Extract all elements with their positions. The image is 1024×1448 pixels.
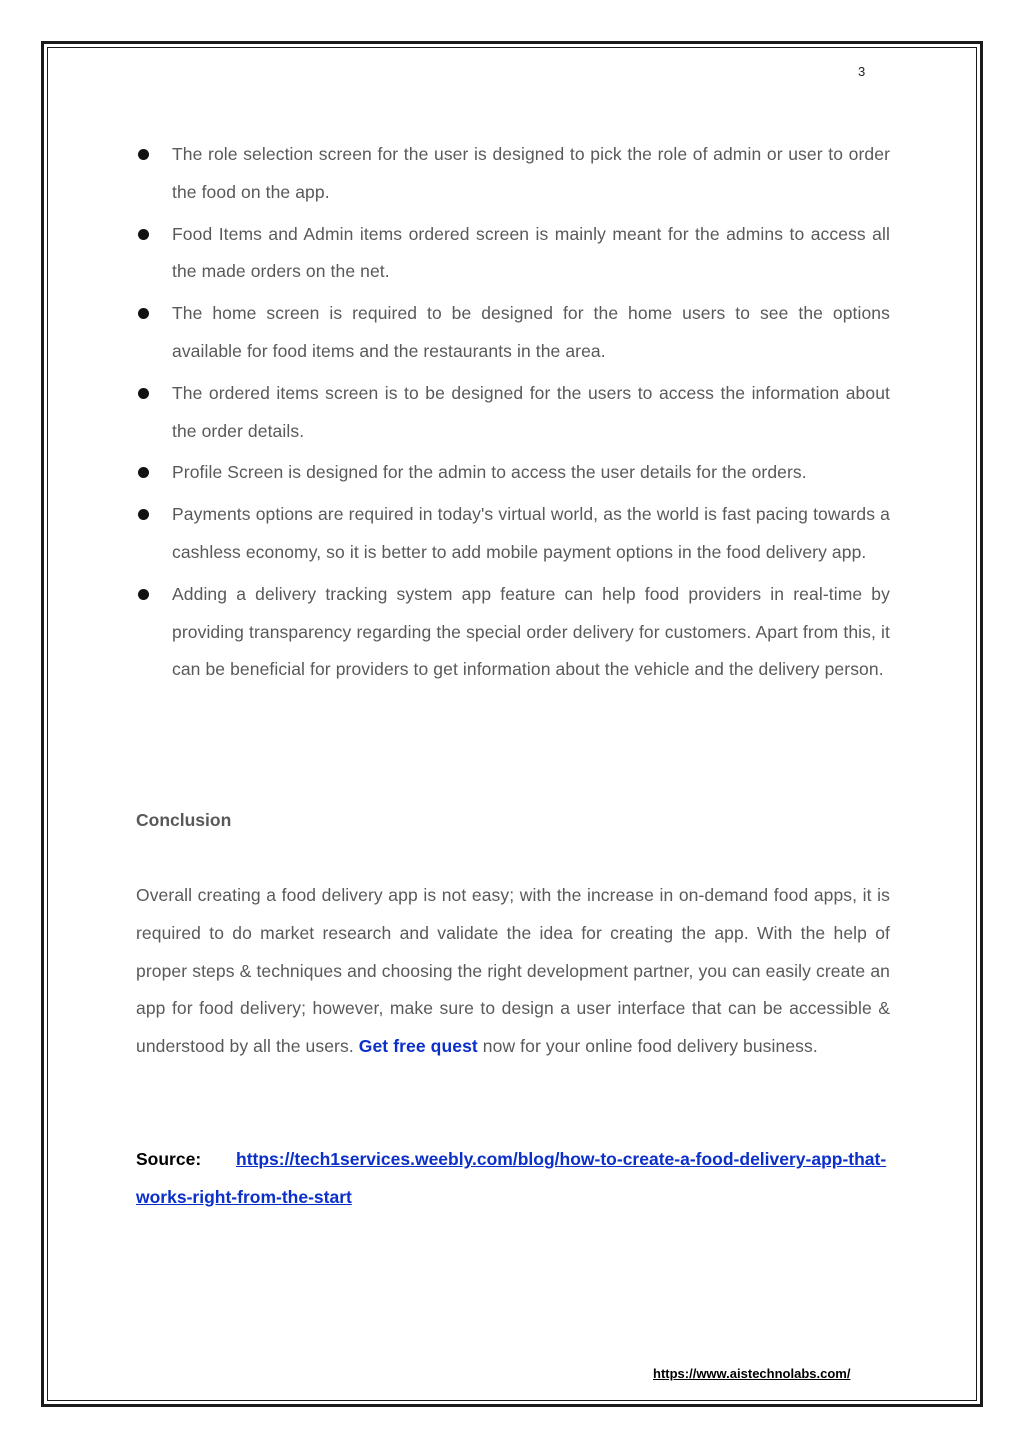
bullet-text: Payments options are required in today's virtual world, as the world is fast pacing towards a cashless economy, so it is better to add mobile payment options in the food delivery app. bbox=[172, 504, 890, 562]
list-item bbox=[136, 216, 890, 292]
list-item bbox=[136, 136, 890, 212]
bullet-dot-icon bbox=[138, 149, 149, 160]
source-line bbox=[136, 1141, 892, 1217]
bullet-dot-icon bbox=[138, 589, 149, 600]
bullet-text: Adding a delivery tracking system app feature can help food providers in real-time by providing transparency regarding the special order delivery for customers. Apart from this, it can be beneficial for providers to get information about the vehicle and the delivery person. bbox=[172, 583, 890, 680]
bullet-dot-icon bbox=[138, 467, 149, 478]
get-free-quest-link[interactable]: Get free quest bbox=[358, 1036, 478, 1057]
bullet-text: Profile Screen is designed for the admin to access the user details for the orders. bbox=[172, 462, 807, 483]
conclusion-paragraph bbox=[136, 877, 890, 1066]
conclusion-text: Overall creating a food delivery app is not easy; with the increase in on-demand food apps, it is required to do market research and validate the idea for creating the app. With the help of proper steps & techniques and choosing the right development partner, you can easily create an app for food delivery; however, make sure to design a user interface that can be accessible & understood by all the users. bbox=[136, 885, 890, 1057]
footer-website-link[interactable]: https://www.aistechnolabs.com/ bbox=[653, 1366, 851, 1381]
bullet-text: The role selection screen for the user is designed to pick the role of admin or user to order the food on the app. bbox=[172, 144, 890, 202]
bullet-dot-icon bbox=[138, 229, 149, 240]
bullet-dot-icon bbox=[138, 509, 149, 520]
bullet-dot-icon bbox=[138, 388, 149, 399]
conclusion-text-end: now for your online food delivery business. bbox=[477, 1036, 818, 1057]
list-item bbox=[136, 496, 890, 572]
page-number: 3 bbox=[858, 64, 866, 79]
list-item bbox=[136, 375, 890, 451]
feature-bullet-list bbox=[136, 136, 890, 693]
list-item bbox=[136, 295, 890, 371]
source-url-link[interactable]: https://tech1services.weebly.com/blog/how-to-create-a-food-delivery-app-that-works-right-from-the-start bbox=[136, 1149, 887, 1207]
conclusion-heading: Conclusion bbox=[136, 810, 232, 830]
bullet-text: The ordered items screen is to be designed for the users to access the information about the order details. bbox=[172, 382, 890, 441]
list-item bbox=[136, 576, 890, 689]
bullet-text: Food Items and Admin items ordered screen is mainly meant for the admins to access all the made orders on the net. bbox=[172, 223, 890, 282]
list-item bbox=[136, 454, 890, 492]
source-label: Source: bbox=[136, 1149, 202, 1169]
bullet-text: The home screen is required to be designed for the home users to see the options available for food items and the restaurants in the area. bbox=[172, 303, 890, 361]
bullet-dot-icon bbox=[138, 308, 149, 319]
